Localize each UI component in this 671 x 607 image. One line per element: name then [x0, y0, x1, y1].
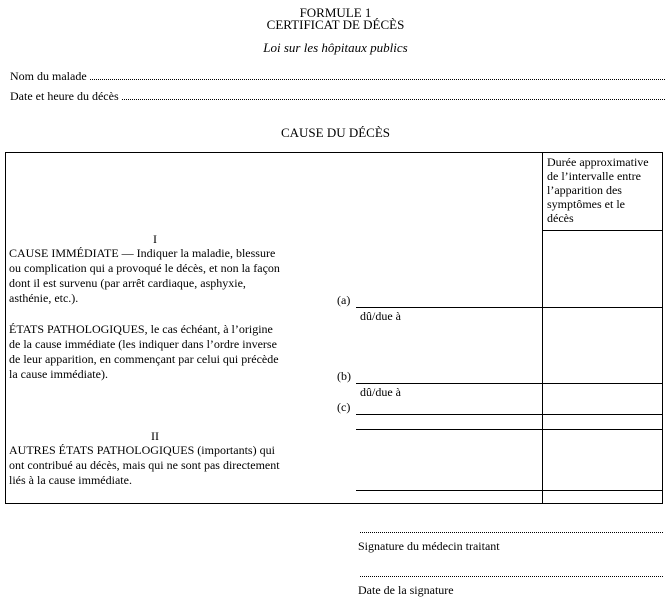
text-line: de la cause immédiate (les indiquer dans l’ordre inverse — [9, 337, 277, 351]
text-line: ont contribué au décès, mais qui ne sont pas directement — [9, 458, 280, 472]
death-datetime-field[interactable] — [10, 89, 665, 103]
text-line: AUTRES ÉTATS PATHOLOGIQUES (importants) qui — [9, 443, 275, 457]
text-line: ÉTATS PATHOLOGIQUES, le cas échéant, à l’origine — [9, 322, 273, 336]
due-to-label-2: dû/due à — [360, 385, 401, 399]
other-states-line[interactable] — [356, 490, 663, 491]
duration-header-line: de l’intervalle entre — [547, 169, 641, 183]
cause-section-title: CAUSE DU DÉCÈS — [280, 125, 391, 140]
form-number: FORMULE 1 — [299, 5, 372, 20]
doctor-signature-line[interactable] — [360, 532, 663, 533]
cause-a-marker: (a) — [337, 293, 351, 307]
part-one-numeral: I — [153, 232, 157, 246]
cause-a-line[interactable] — [356, 307, 663, 308]
patient-name-field[interactable] — [10, 69, 665, 83]
duration-header-line: Durée approximative — [547, 155, 649, 169]
immediate-cause-instructions — [9, 246, 339, 306]
death-datetime-line[interactable] — [122, 98, 665, 100]
pathological-states-instructions — [9, 322, 339, 382]
text-line: de leur apparition, en commençant par celui qui précède — [9, 352, 279, 366]
text-line: la cause immédiate). — [9, 367, 108, 381]
duration-header-line: l’apparition des — [547, 183, 622, 197]
text-line: asthénie, etc.). — [9, 291, 79, 305]
form-subtitle: Loi sur les hôpitaux publics — [263, 40, 408, 55]
cause-c-line[interactable] — [356, 414, 663, 415]
cause-b-marker: (b) — [337, 369, 351, 383]
due-to-label-1: dû/due à — [360, 309, 401, 323]
text-line: CAUSE IMMÉDIATE — Indiquer la maladie, blessure — [9, 246, 276, 260]
cause-c-marker: (c) — [337, 400, 351, 414]
duration-header-line: symptômes et le — [547, 197, 625, 211]
part-two-numeral: II — [151, 429, 159, 443]
duration-header-rule — [542, 230, 663, 231]
text-line: dont il est survenu (par arrêt cardiaque, asphyxie, — [9, 276, 246, 290]
signature-date-line[interactable] — [360, 576, 663, 577]
text-line: ou complication qui a provoqué le décès, et non la façon — [9, 261, 280, 275]
patient-name-line[interactable] — [90, 78, 665, 80]
duration-header-line: décès — [547, 211, 574, 225]
duration-header — [547, 155, 663, 225]
other-states-instructions — [9, 443, 339, 488]
doctor-signature-label: Signature du médecin traitant — [358, 539, 500, 553]
cause-b-line[interactable] — [356, 383, 663, 384]
signature-date-label: Date de la signature — [358, 583, 454, 597]
text-line: liés à la cause immédiate. — [9, 473, 132, 487]
death-datetime-label: Date et heure du décès — [10, 89, 119, 103]
patient-name-label: Nom du malade — [10, 69, 87, 83]
duration-column-divider — [542, 152, 543, 504]
part-one-bottom-line — [356, 429, 663, 430]
form-title: CERTIFICAT DE DÉCÈS — [266, 17, 405, 32]
